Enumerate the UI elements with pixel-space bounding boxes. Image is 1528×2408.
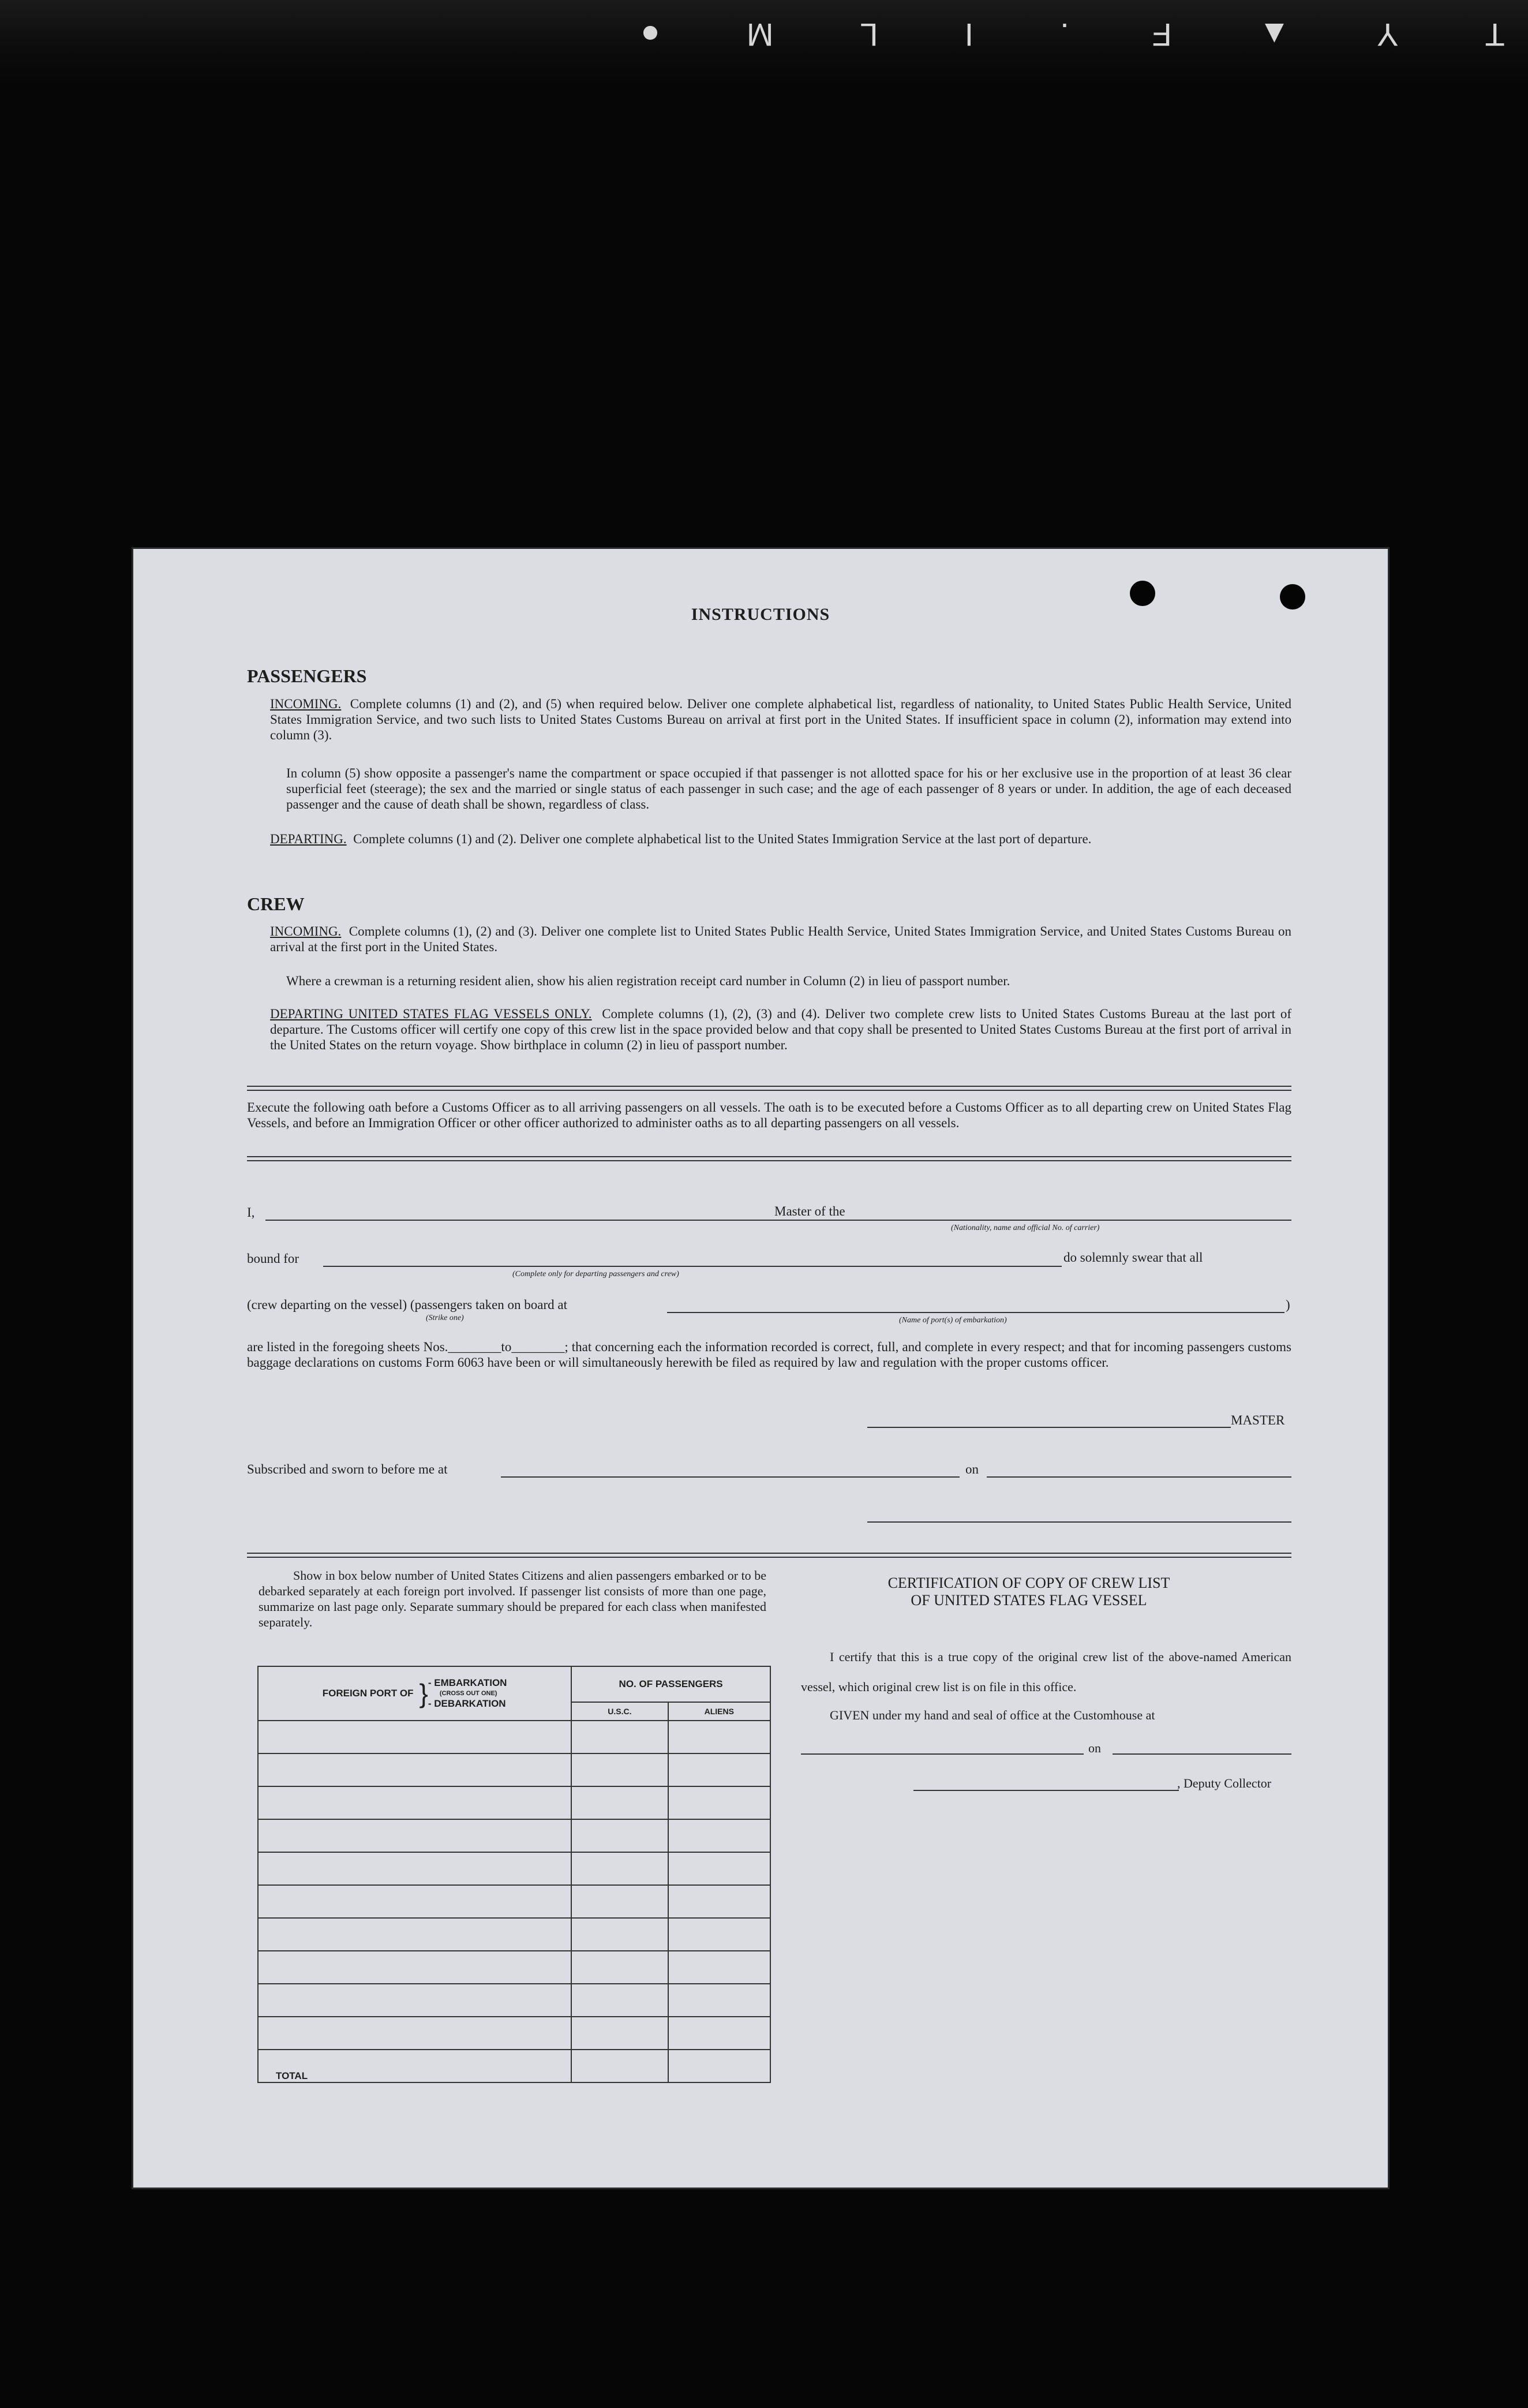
passengers-incoming-text: Complete columns (1) and (2), and (5) when required below. Deliver one complete alphabetical list, regardless of nationality, to United States Public Health Service, United States Immigration Service, and two such lists to United States Customs Bureau on arrival at first port in the United States. If insufficient space in column (2), information may extend into column (3). xyxy=(270,697,1291,742)
foreign-port-label: FOREIGN PORT OF xyxy=(322,1688,414,1699)
usc-cell[interactable] xyxy=(571,1819,668,1852)
port-cell[interactable] xyxy=(258,1984,571,2017)
passengers-incoming xyxy=(270,696,1291,743)
customhouse-field[interactable] xyxy=(801,1753,1084,1755)
crew-incoming-text: Complete columns (1), (2) and (3). Deliver one complete list to United States Public Health Service, United States Immigration Service, and United States Customs Bureau on arrival at the first port in the United States. xyxy=(270,924,1291,954)
table-row xyxy=(258,1984,770,2017)
aliens-cell[interactable] xyxy=(668,1885,770,1918)
port-cell[interactable] xyxy=(258,1786,571,1819)
crew-heading: CREW xyxy=(247,893,305,914)
usc-cell[interactable] xyxy=(571,1852,668,1885)
officer-signature-field[interactable] xyxy=(867,1521,1291,1523)
passenger-summary-table xyxy=(257,1666,771,2083)
certification-title-line2: OF UNITED STATES FLAG VESSEL xyxy=(911,1592,1147,1609)
given-statement: GIVEN under my hand and seal of office at the Customhouse at xyxy=(830,1708,1155,1722)
usc-cell[interactable] xyxy=(571,1918,668,1951)
bound-for-label: bound for xyxy=(247,1251,299,1266)
brace-glyph: } xyxy=(419,1678,428,1708)
divider-top xyxy=(247,1086,1291,1091)
crew-departing-label: DEPARTING UNITED STATES FLAG VESSELS ONLY. xyxy=(270,1007,592,1021)
port-cell[interactable] xyxy=(258,1852,571,1885)
table-row xyxy=(258,1951,770,1984)
passengers-column5: In column (5) show opposite a passenger's name the compartment or space occupied if that passenger is not allotted space for his or her exclusive use in the proportion of at least 36 clear superficial feet (steerage); the sex and the married or single status of each passenger in such case; and the age of each passenger of 8 years or under. In addition, the age of each deceased passenger and the cause of death shall be shown, regardless of class. xyxy=(286,766,1291,812)
table-row xyxy=(258,1852,770,1885)
table-row xyxy=(258,1786,770,1819)
usc-cell[interactable] xyxy=(571,1951,668,1984)
complete-only-note: (Complete only for departing passengers and crew) xyxy=(512,1270,679,1278)
summary-note: Show in box below number of United States Citizens and alien passengers embarked or to be debarked separately at each foreign port involved. If passenger list consists of more than one page, summarize on last page only. Separate summary should be prepared for each class when manifested separately. xyxy=(259,1568,766,1629)
table-row xyxy=(258,1885,770,1918)
crew-resident-alien: Where a crewman is a returning resident alien, show his alien registration receipt card number in Column (2) in lieu of passport number. xyxy=(286,974,1010,988)
port-cell[interactable] xyxy=(258,1721,571,1753)
passengers-departing xyxy=(270,831,1291,847)
subscribed-date-field[interactable] xyxy=(987,1476,1291,1478)
table-row xyxy=(258,1753,770,1786)
subscribed-label: Subscribed and sworn to before me at xyxy=(247,1462,448,1476)
aliens-cell[interactable] xyxy=(668,1753,770,1786)
oath-i-label: I, xyxy=(247,1205,255,1220)
cert-on-label: on xyxy=(1088,1741,1101,1755)
page-title: INSTRUCTIONS xyxy=(691,605,830,624)
bound-for-field[interactable] xyxy=(323,1266,1062,1267)
divider-bottom xyxy=(247,1553,1291,1558)
usc-cell[interactable] xyxy=(571,1984,668,2017)
close-paren: ) xyxy=(1286,1298,1290,1312)
usc-cell[interactable] xyxy=(571,1753,668,1786)
total-row xyxy=(258,2050,770,2082)
embarkation-label: - EMBARKATION xyxy=(428,1677,507,1688)
port-cell[interactable] xyxy=(258,1885,571,1918)
cert-date-field[interactable] xyxy=(1113,1753,1291,1755)
table-row xyxy=(258,1918,770,1951)
total-aliens-cell[interactable] xyxy=(668,2050,770,2082)
table-row xyxy=(258,1721,770,1753)
crew-incoming xyxy=(270,923,1291,955)
crew-departing-label: (crew departing on the vessel) (passengers taken on board at xyxy=(247,1298,567,1312)
master-of-label: Master of the xyxy=(772,1204,848,1219)
master-name-field[interactable] xyxy=(265,1220,900,1221)
vessel-name-field[interactable] xyxy=(864,1220,1291,1221)
aliens-cell[interactable] xyxy=(668,1984,770,2017)
port-header xyxy=(258,1666,571,1721)
divider-oath xyxy=(247,1156,1291,1161)
listed-statement: are listed in the foregoing sheets Nos.________to________; that concerning each the information recorded is correct, full, and complete in every respect; and that for incoming passengers customs baggage declarations on customs Form 6063 have been or will simultaneously herewith be filed as required by law and regulation with the proper customs officer. xyxy=(247,1340,1291,1370)
microfilm-header-strip xyxy=(0,0,1528,87)
passengers-incoming-label: INCOMING. xyxy=(270,697,342,711)
usc-cell[interactable] xyxy=(571,1721,668,1753)
port-note: (Name of port(s) of embarkation) xyxy=(899,1316,1007,1325)
cross-out-note: (CROSS OUT ONE) xyxy=(439,1690,497,1697)
strike-one-note: (Strike one) xyxy=(426,1314,464,1322)
deputy-collector-label: , Deputy Collector xyxy=(1177,1776,1272,1790)
subscribed-place-field[interactable] xyxy=(501,1476,960,1478)
embarkation-port-field[interactable] xyxy=(667,1312,1284,1313)
total-usc-cell[interactable] xyxy=(571,2050,668,2082)
passengers-heading: PASSENGERS xyxy=(247,665,367,686)
crew-incoming-label: INCOMING. xyxy=(270,924,342,938)
certification-title xyxy=(766,1575,1291,1609)
deputy-signature-field[interactable] xyxy=(913,1790,1179,1791)
passengers-departing-label: DEPARTING. xyxy=(270,832,347,846)
punch-hole-left xyxy=(1130,581,1155,606)
port-cell[interactable] xyxy=(258,2017,571,2050)
aliens-cell[interactable] xyxy=(668,1951,770,1984)
port-cell[interactable] xyxy=(258,1951,571,1984)
table-row xyxy=(258,2017,770,2050)
aliens-cell[interactable] xyxy=(668,1819,770,1852)
usc-cell[interactable] xyxy=(571,2017,668,2050)
swear-label: do solemnly swear that all xyxy=(1063,1250,1203,1265)
aliens-cell[interactable] xyxy=(668,1721,770,1753)
master-signature-field[interactable] xyxy=(867,1427,1231,1428)
master-label: MASTER xyxy=(1231,1413,1285,1427)
certify-statement: I certify that this is a true copy of the original crew list of the above-named American vessel, which original crew list is on file in this office. xyxy=(801,1650,1291,1694)
crew-departing-text: Complete columns (1), (2), (3) and (4). Deliver two complete crew lists to United States Customs Bureau at the last port of departure. The Customs officer will certify one copy of this crew list in the space provided below and that copy shall be presented to United States Customs Bureau at the first port of arrival in the United States on the return voyage. Show birthplace in column (2) in lieu of passport number. xyxy=(270,1007,1292,1052)
table-row xyxy=(258,1819,770,1852)
usc-header: U.S.C. xyxy=(571,1702,668,1721)
aliens-header: ALIENS xyxy=(668,1702,770,1721)
nationality-note: (Nationality, name and official No. of carrier) xyxy=(951,1224,1100,1232)
certification-title-line1: CERTIFICATION OF COPY OF CREW LIST xyxy=(887,1575,1170,1591)
crew-departing xyxy=(270,1006,1291,1053)
passengers-departing-text: Complete columns (1) and (2). Deliver one complete alphabetical list to the United States Immigration Service at the last port of departure. xyxy=(353,832,1092,846)
subscribed-on-label: on xyxy=(965,1462,979,1476)
port-cell[interactable] xyxy=(258,1918,571,1951)
microfilm-label: TY▲F.ILM● xyxy=(554,17,1505,53)
total-label: TOTAL xyxy=(258,2050,571,2082)
usc-cell[interactable] xyxy=(571,1786,668,1819)
port-cell[interactable] xyxy=(258,1753,571,1786)
no-passengers-header: NO. OF PASSENGERS xyxy=(571,1666,770,1702)
debarkation-label: - DEBARKATION xyxy=(428,1698,506,1709)
usc-cell[interactable] xyxy=(571,1885,668,1918)
aliens-cell[interactable] xyxy=(668,2017,770,2050)
aliens-cell[interactable] xyxy=(668,1852,770,1885)
aliens-cell[interactable] xyxy=(668,1786,770,1819)
form-page xyxy=(132,547,1390,2189)
port-cell[interactable] xyxy=(258,1819,571,1852)
aliens-cell[interactable] xyxy=(668,1918,770,1951)
oath-intro: Execute the following oath before a Customs Officer as to all arriving passengers on all vessels. The oath is to be executed before a Customs Officer as to all departing crew on United States Flag Vessels, and before an Immigration Officer or other officer authorized to administer oaths as to all departing passengers on all vessels. xyxy=(247,1100,1291,1130)
